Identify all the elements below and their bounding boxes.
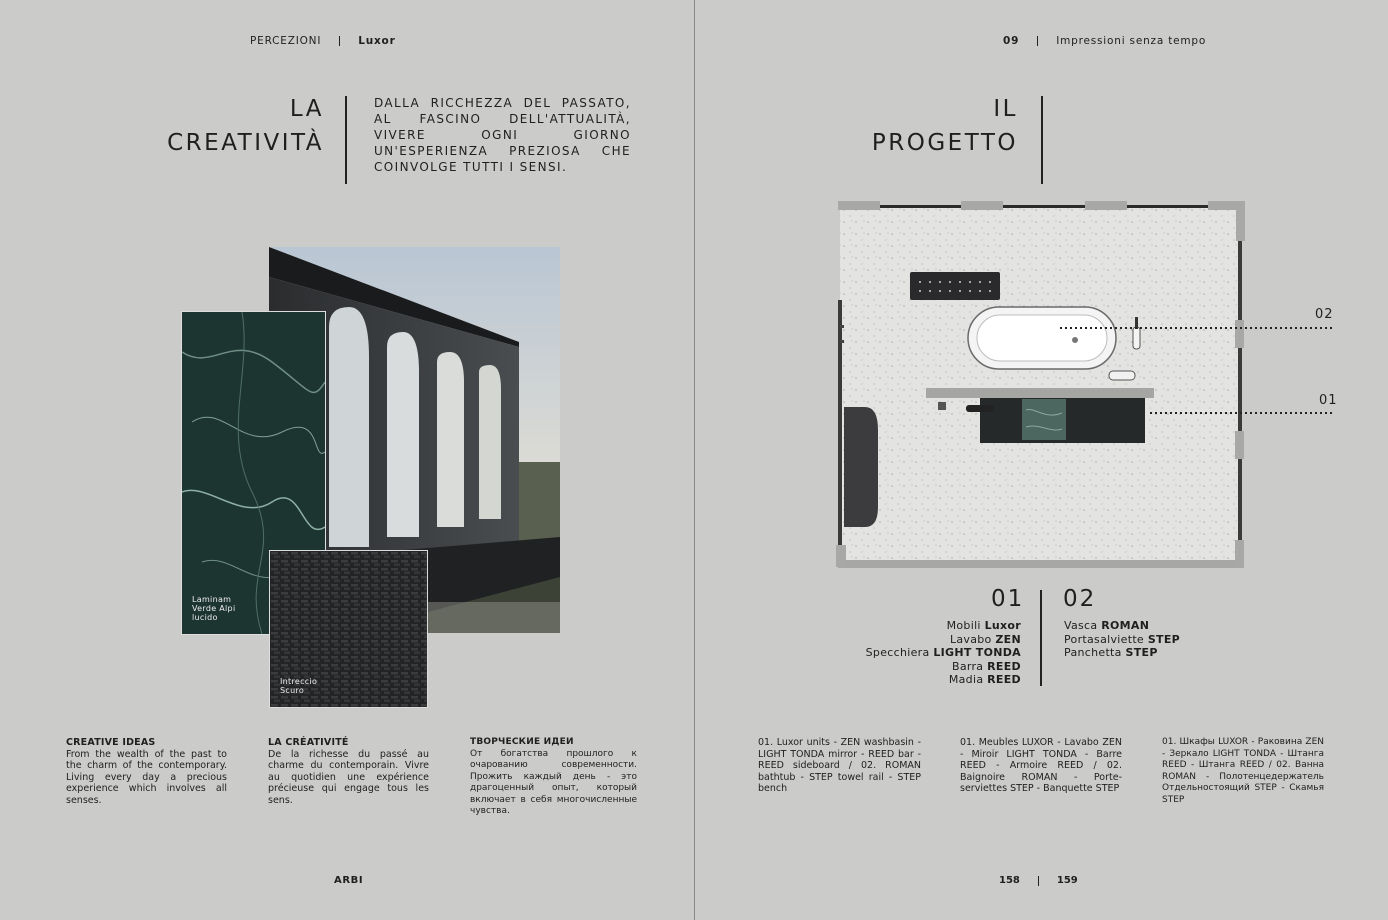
header-divider [339, 36, 340, 46]
legend-item: Lavabo ZEN [949, 632, 1021, 646]
legend-item: Barra REED [951, 659, 1021, 673]
title-line-2: PROGETTO [871, 130, 1018, 156]
page-number-left: 158 [999, 875, 1020, 886]
chapter-caption: Impressioni senza tempo [1056, 35, 1207, 47]
page-title-right [872, 92, 1018, 160]
title-line-2: CREATIVITÀ [167, 130, 324, 156]
intro-text: DALLA RICCHEZZA DEL PASSATO, AL FASCINO DELL'ATTUALITÀ, VIVERE OGNI GIORNO UN'ESPERIENZA PREZIOSA CHE COINVOLGE TUTTI I SENSI. [374, 96, 631, 174]
running-header-right [1003, 35, 1206, 47]
legend-item: Vasca ROMAN [1064, 619, 1150, 632]
chapter-number: 09 [1003, 35, 1020, 47]
legend-item: Portasalviette STEP [1064, 632, 1181, 646]
title-divider [345, 96, 347, 184]
plan-marker-01: 01 [1319, 393, 1338, 408]
text-column-fr: LA CRÉATIVITÉ De la richesse du passé au charme du contemporain. Vivre au quotidien une expérience précieuse qui engage tous les sens. [268, 737, 429, 806]
marble-label: Laminam Verde Alpi lucido [192, 595, 236, 622]
legend-item: Panchetta STEP [1064, 646, 1158, 659]
legend-item: Madia REED [948, 673, 1021, 686]
header-divider [1037, 36, 1038, 46]
folio-divider [1038, 876, 1039, 886]
text-column-ru: ТВОРЧЕСКИЕ ИДЕИ От богатства прошлого к очарованию современности. Прожить каждый день - это драгоценный опыт, который включает в себя многочисленные чувства. [470, 737, 637, 816]
brand-name: Luxor [358, 35, 396, 47]
footer-brand: ARBI [334, 875, 364, 886]
page-title [167, 92, 324, 160]
text-column-en: CREATIVE IDEAS From the wealth of the past to the charm of the contemporary. Living every day a precious experience which involves all senses. [66, 737, 227, 806]
woven-sample [269, 550, 428, 708]
text-column-en: 01. Luxor units - ZEN washbasin - LIGHT TONDA mirror - REED bar - REED sideboard / 02. ROMAN bathtub - STEP towel rail - STEP bench [758, 737, 921, 794]
floor-plan [830, 195, 1350, 575]
legend-item: Specchiera LIGHT TONDA [865, 646, 1021, 659]
legend-divider [1040, 590, 1042, 686]
legend-number-01: 01 [991, 586, 1025, 612]
running-header [250, 35, 396, 47]
title-line-1: IL [993, 96, 1018, 122]
page-numbers [999, 875, 1078, 886]
page-number-right: 159 [1056, 875, 1078, 886]
right-page [695, 0, 1388, 920]
plan-marker-02: 02 [1315, 307, 1334, 322]
legend-list-01 [866, 619, 1021, 687]
section-name: PERCEZIONI [250, 35, 322, 47]
title-line-1: LA [289, 96, 324, 122]
text-column-fr: 01. Meubles LUXOR - Lavabo ZEN - Miroir LIGHT TONDA - Barre REED - Armoire REED / 02. Baignoire ROMAN - Porte-serviettes STEP - Banquette STEP [960, 737, 1122, 794]
text-column-ru: 01. Шкафы LUXOR - Раковина ZEN - Зеркало LIGHT TONDA - Штанга REED - Штанга REED / 02. Ванна ROMAN - Полотенцедержатель Отдельностоящий STEP - Скамья STEP [1162, 737, 1324, 805]
legend-number-02: 02 [1063, 586, 1097, 612]
woven-label: Intreccio Scuro [280, 677, 318, 695]
legend-list-02 [1064, 619, 1180, 660]
title-divider-right [1041, 96, 1043, 184]
legend-item: Mobili Luxor [946, 619, 1021, 632]
